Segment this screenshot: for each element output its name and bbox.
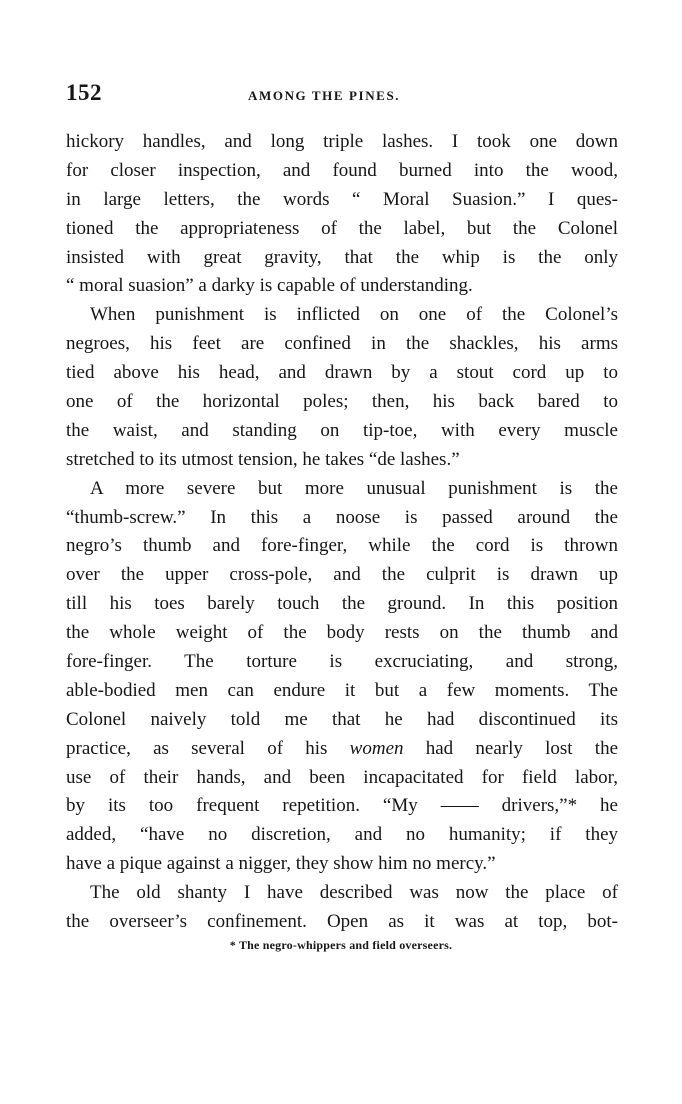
footnote: * The negro-whippers and field overseers. bbox=[229, 938, 453, 952]
text-line: the whole weight of the body rests on the thumb and bbox=[66, 622, 618, 644]
text-line: Colonel naively told me that he had discontinued its bbox=[66, 708, 618, 730]
text-line: hickory handles, and long triple lashes. I took one down bbox=[66, 131, 618, 152]
text-line: The old shanty I have described was now the place of bbox=[90, 882, 618, 904]
page-number: 152 bbox=[66, 80, 102, 105]
text-line: tioned the appropriateness of the label, but the Colonel bbox=[66, 217, 618, 239]
text-line: added, “have no discretion, and no humanity; if they bbox=[66, 824, 618, 846]
text-line: till his toes barely touch the ground. In this position bbox=[66, 593, 618, 615]
text-line: by its too frequent repetition. “My —— drivers,”* he bbox=[66, 795, 618, 817]
page-header bbox=[66, 80, 618, 110]
text-line: When punishment is inflicted on one of the Colonel’s bbox=[90, 304, 618, 326]
text-line: insisted with great gravity, that the whip is the only bbox=[66, 246, 618, 268]
text-line: A more severe but more unusual punishment is the bbox=[90, 477, 618, 499]
text-line: stretched to its utmost tension, he takes “de lashes.” bbox=[66, 448, 460, 470]
running-title: AMONG THE PINES. bbox=[248, 88, 401, 103]
text-line: fore-finger. The torture is excruciating, and strong, bbox=[66, 651, 618, 673]
text-line: for closer inspection, and found burned into the wood, bbox=[66, 159, 618, 181]
text-line: the overseer’s confinement. Open as it was at top, bot- bbox=[66, 911, 618, 933]
text-line: “ moral suasion” a darky is capable of understanding. bbox=[66, 275, 473, 297]
text-line: have a pique against a nigger, they show him no mercy.” bbox=[66, 853, 496, 875]
text-line: over the upper cross-pole, and the culprit is drawn up bbox=[66, 564, 618, 586]
text-line: “thumb-screw.” In this a noose is passed around the bbox=[66, 506, 618, 528]
body-text bbox=[66, 128, 618, 937]
emphasis: women bbox=[349, 737, 404, 759]
text-line: in large letters, the words “ Moral Suasion.” I ques- bbox=[66, 188, 618, 210]
text-line: the waist, and standing on tip-toe, with every muscle bbox=[66, 419, 618, 441]
text-line: practice, as several of his women had nearly lost the bbox=[66, 737, 618, 759]
text-line: negroes, his feet are confined in the shackles, his arms bbox=[66, 333, 618, 355]
text-line: able-bodied men can endure it but a few moments. The bbox=[66, 679, 618, 701]
text-line: negro’s thumb and fore-finger, while the cord is thrown bbox=[66, 535, 618, 557]
text-line: tied above his head, and drawn by a stout cord up to bbox=[66, 362, 618, 384]
text-line: use of their hands, and been incapacitated for field labor, bbox=[66, 766, 618, 788]
text-line: one of the horizontal poles; then, his back bared to bbox=[66, 391, 618, 413]
